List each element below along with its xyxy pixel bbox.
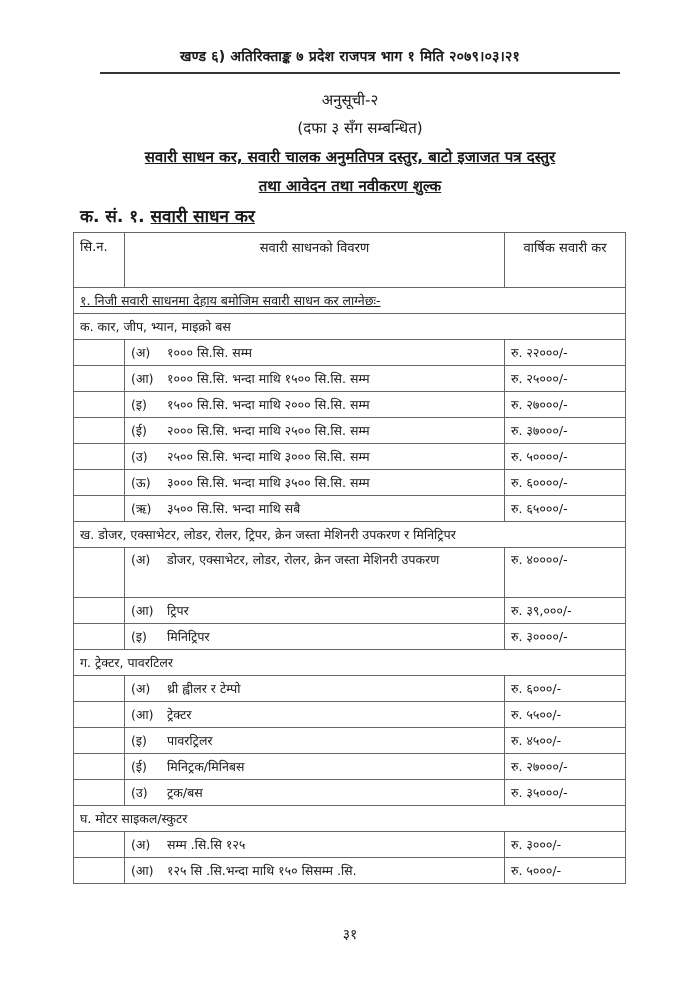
item-prefix: क. सं. १.: [80, 207, 145, 227]
item-description: १००० सि.सि. सम्म: [167, 345, 252, 360]
tax-cell: रु. ६०००/-: [505, 676, 626, 702]
group-title: घ. मोटर साइकल/स्कुटर: [74, 806, 626, 832]
description-cell: [125, 496, 505, 522]
header-sn: सि.न.: [74, 233, 125, 288]
group-title: ख. डोजर, एक्साभेटर, लोडर, रोलर, ट्रिपर, क्रेन जस्ता मेशिनरी उपकरण र मिनिट्रिपर: [74, 522, 626, 548]
description-cell: [125, 366, 505, 392]
description-cell: [125, 702, 505, 728]
sn-cell: [74, 340, 125, 366]
group-row: [74, 806, 626, 832]
item-label: (अ): [131, 345, 151, 360]
group-title: ग. ट्रेक्टर, पावरटिलर: [74, 650, 626, 676]
table-row: [74, 444, 626, 470]
item-label: (उ): [131, 449, 148, 464]
item-description: ट्रिपर: [167, 603, 189, 618]
description-cell: [125, 418, 505, 444]
group-title: क. कार, जीप, भ्यान, माइक्रो बस: [74, 314, 626, 340]
description-cell: [125, 728, 505, 754]
table-row: [74, 728, 626, 754]
tax-cell: रु. ४००००/-: [505, 548, 626, 598]
intro-row: [74, 288, 626, 314]
description-cell: [125, 444, 505, 470]
group-row: [74, 650, 626, 676]
table-row: [74, 392, 626, 418]
table-row: [74, 624, 626, 650]
item-description: थ्री ह्वीलर र टेम्पो: [167, 681, 241, 696]
item-label: (इ): [131, 733, 147, 748]
description-cell: [125, 780, 505, 806]
table-row: [74, 858, 626, 884]
tax-cell: रु. २५०००/-: [505, 366, 626, 392]
description-cell: [125, 392, 505, 418]
sn-cell: [74, 418, 125, 444]
sn-cell: [74, 676, 125, 702]
table-row: [74, 676, 626, 702]
intro-cell: [74, 288, 626, 314]
item-heading: [80, 204, 255, 227]
table-row: [74, 470, 626, 496]
tax-cell: रु. ३९,०००/-: [505, 598, 626, 624]
item-title: सवारी साधन कर: [150, 207, 255, 227]
item-description: १५०० सि.सि. भन्दा माथि २००० सि.सि. सम्म: [167, 397, 370, 412]
table-row: [74, 832, 626, 858]
sn-cell: [74, 598, 125, 624]
description-cell: [125, 832, 505, 858]
page-number: ३१: [342, 927, 358, 943]
tax-cell: रु. ३०००/-: [505, 832, 626, 858]
item-description: पावरट्रिलर: [167, 733, 213, 748]
heading-line-2: तथा आवेदन तथा नवीकरण शुल्क: [258, 177, 442, 195]
description-cell: [125, 624, 505, 650]
description-cell: [125, 598, 505, 624]
group-row: [74, 314, 626, 340]
item-label: (ऊ): [131, 475, 151, 490]
sn-cell: [74, 702, 125, 728]
sn-cell: [74, 444, 125, 470]
description-cell: [125, 676, 505, 702]
table-row: [74, 340, 626, 366]
description-cell: [125, 470, 505, 496]
item-description: ३००० सि.सि. भन्दा माथि ३५०० सि.सि. सम्म: [167, 475, 370, 490]
table-row: [74, 366, 626, 392]
sn-cell: [74, 858, 125, 884]
sn-cell: [74, 496, 125, 522]
item-label: (आ): [131, 603, 154, 618]
item-description: सम्म .सि.सि १२५: [167, 837, 246, 852]
item-label: (आ): [131, 371, 154, 386]
item-description: १२५ सि .सि.भन्दा माथि १५० सिसम्म .सि.: [167, 863, 357, 878]
item-description: २००० सि.सि. भन्दा माथि २५०० सि.सि. सम्म: [167, 423, 370, 438]
table-row: [74, 702, 626, 728]
header-annual-tax: वार्षिक सवारी कर: [505, 233, 626, 288]
sn-cell: [74, 392, 125, 418]
tax-cell: रु. २७०००/-: [505, 392, 626, 418]
tax-cell: रु. ५५००/-: [505, 702, 626, 728]
sn-cell: [74, 624, 125, 650]
tax-cell: रु. ६५०००/-: [505, 496, 626, 522]
schedule-title: अनुसूची-२: [321, 91, 379, 109]
item-label: (अ): [131, 837, 151, 852]
header-description: सवारी साधनको विवरण: [125, 233, 505, 288]
sn-cell: [74, 728, 125, 754]
table-row: [74, 598, 626, 624]
description-cell: [125, 548, 505, 598]
section-reference: (दफा ३ सँग सम्बन्धित): [297, 119, 423, 137]
item-description: ट्रक/बस: [167, 785, 203, 800]
tax-cell: रु. २७०००/-: [505, 754, 626, 780]
group-row: [74, 522, 626, 548]
item-label: (अ): [131, 552, 151, 567]
table-row: [74, 754, 626, 780]
item-label: (उ): [131, 785, 148, 800]
table-row: [74, 780, 626, 806]
item-label: (आ): [131, 707, 154, 722]
tax-cell: रु. ३००००/-: [505, 624, 626, 650]
item-description: मिनिट्रिपर: [167, 629, 210, 644]
running-head: खण्ड ६) अतिरिक्ताङ्क ७ प्रदेश राजपत्र भाग १ मिति २०७९।०३।२१: [179, 49, 521, 65]
table-row: [74, 548, 626, 598]
table-header-row: [74, 233, 626, 288]
item-label: (ई): [131, 759, 147, 774]
tax-cell: रु. ५००००/-: [505, 444, 626, 470]
tax-cell: रु. ५०००/-: [505, 858, 626, 884]
description-cell: [125, 340, 505, 366]
item-description: डोजर, एक्साभेटर, लोडर, रोलर, क्रेन जस्ता मेशिनरी उपकरण: [167, 552, 440, 567]
item-label: (ऋ): [131, 501, 152, 516]
item-label: (आ): [131, 863, 154, 878]
tax-cell: रु. ३५०००/-: [505, 780, 626, 806]
sn-cell: [74, 832, 125, 858]
item-description: १००० सि.सि. भन्दा माथि १५०० सि.सि. सम्म: [167, 371, 370, 386]
sn-cell: [74, 754, 125, 780]
vehicle-tax-table: [73, 232, 626, 884]
item-description: ३५०० सि.सि. भन्दा माथि सबै: [167, 501, 301, 516]
heading-line-1: सवारी साधन कर, सवारी चालक अनुमतिपत्र दस्तुर, बाटो इजाजत पत्र दस्तुर: [144, 148, 556, 166]
sn-cell: [74, 470, 125, 496]
description-cell: [125, 858, 505, 884]
header-divider: [100, 72, 620, 74]
sn-cell: [74, 548, 125, 598]
item-label: (ई): [131, 423, 147, 438]
tax-cell: रु. ३७०००/-: [505, 418, 626, 444]
tax-cell: रु. ६००००/-: [505, 470, 626, 496]
description-cell: [125, 754, 505, 780]
item-description: ट्रेक्टर: [167, 707, 192, 722]
tax-cell: रु. २२०००/-: [505, 340, 626, 366]
item-label: (इ): [131, 397, 147, 412]
table-row: [74, 496, 626, 522]
item-description: मिनिट्रक/मिनिबस: [167, 759, 245, 774]
item-label: (इ): [131, 629, 147, 644]
sn-cell: [74, 780, 125, 806]
table-row: [74, 418, 626, 444]
sn-cell: [74, 366, 125, 392]
tax-cell: रु. ४५००/-: [505, 728, 626, 754]
item-description: २५०० सि.सि. भन्दा माथि ३००० सि.सि. सम्म: [167, 449, 370, 464]
intro-text: १. निजी सवारी साधनमा देहाय बमोजिम सवारी साधन कर लाग्नेछः-: [80, 293, 381, 308]
item-label: (अ): [131, 681, 151, 696]
